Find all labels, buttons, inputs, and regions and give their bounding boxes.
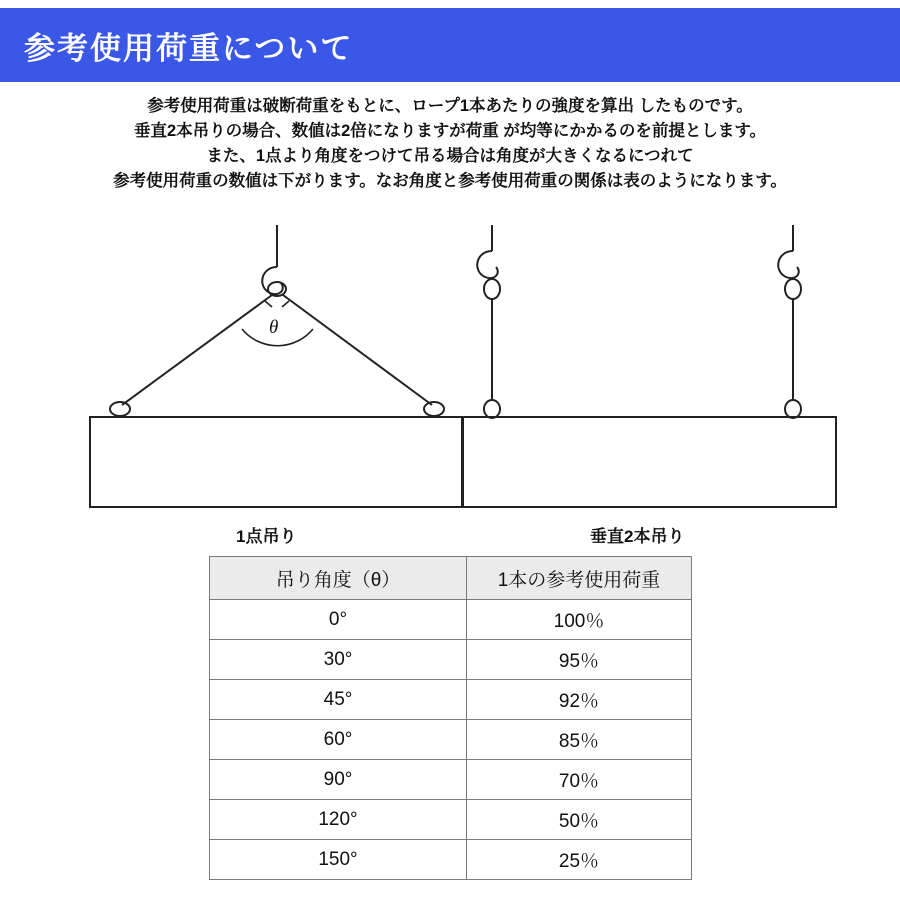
table-header-load: 1本の参考使用荷重 <box>467 557 692 600</box>
thimble-icon-right-load-b <box>785 400 801 418</box>
cell-angle: 45° <box>210 680 467 720</box>
cell-load: 100％ <box>467 600 692 640</box>
cell-angle: 30° <box>210 640 467 680</box>
load-table-wrapper <box>209 556 691 880</box>
intro-paragraph <box>0 94 900 194</box>
table-row <box>210 720 692 760</box>
cell-angle: 0° <box>210 600 467 640</box>
intro-line-3: また、1点より角度をつけて吊る場合は角度が大きくなるにつれて <box>206 147 694 165</box>
load-beam-left <box>90 417 462 507</box>
table-header-angle: 吊り角度（θ） <box>210 557 467 600</box>
caption-two-vertical: 垂直2本吊り <box>590 527 685 546</box>
hook-icon-right-a <box>477 251 498 278</box>
rope-leg-left-b <box>283 295 432 405</box>
thimble-icon-right-load-a <box>484 400 500 418</box>
table-header-row <box>210 557 692 600</box>
thimble-icon-left-load-b <box>424 402 444 416</box>
thimble-icon-left-load-a <box>110 402 130 416</box>
ferrule-left-b <box>282 301 289 307</box>
cell-load: 95％ <box>467 640 692 680</box>
table-row <box>210 760 692 800</box>
cell-angle: 60° <box>210 720 467 760</box>
page-title: 参考使用荷重について <box>24 30 354 66</box>
cell-angle: 120° <box>210 800 467 840</box>
cell-load: 70％ <box>467 760 692 800</box>
load-beam-right <box>463 417 836 507</box>
sling-diagram-svg <box>0 225 900 550</box>
intro-line-1: 参考使用荷重は破断荷重をもとに、ロープ1本あたりの強度を算出 したものです。 <box>147 97 753 115</box>
cell-load: 92％ <box>467 680 692 720</box>
intro-line-4: 参考使用荷重の数値は下がります。なお角度と参考使用荷重の関係は表のようになります。 <box>113 172 787 190</box>
table-row <box>210 600 692 640</box>
hook-icon-left <box>262 267 283 294</box>
table-row <box>210 640 692 680</box>
thimble-icon-right-top-b <box>785 279 801 299</box>
load-table <box>209 556 692 880</box>
table-row <box>210 840 692 880</box>
cell-load: 50％ <box>467 800 692 840</box>
ferrule-left-a <box>265 301 272 307</box>
rope-leg-left-a <box>122 295 272 405</box>
table-row <box>210 800 692 840</box>
cell-angle: 90° <box>210 760 467 800</box>
cell-load: 25％ <box>467 840 692 880</box>
table-row <box>210 680 692 720</box>
angle-label: θ <box>269 317 279 338</box>
caption-single-point: 1点吊り <box>236 527 297 546</box>
thimble-icon-right-top-a <box>484 279 500 299</box>
sling-diagram <box>0 225 900 550</box>
cell-load: 85％ <box>467 720 692 760</box>
cell-angle: 150° <box>210 840 467 880</box>
header-banner <box>0 8 900 82</box>
intro-line-2: 垂直2本吊りの場合、数値は2倍になりますが荷重 が均等にかかるのを前提とします。 <box>133 122 767 140</box>
hook-icon-right-b <box>778 251 799 278</box>
